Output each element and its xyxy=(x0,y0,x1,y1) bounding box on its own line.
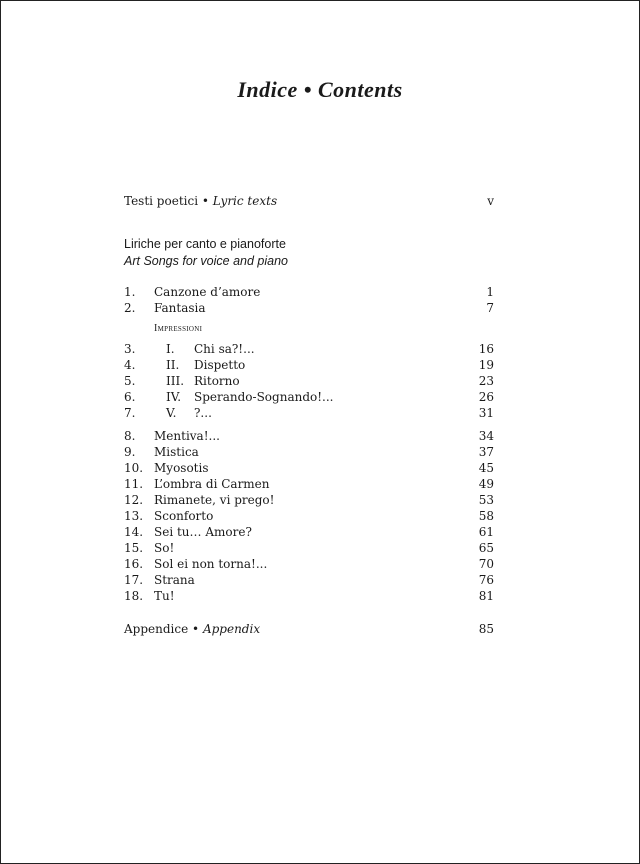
entry-number: 4. xyxy=(124,358,136,372)
page-number: 61 xyxy=(478,525,494,539)
page-number: 70 xyxy=(478,557,494,571)
page-number: 58 xyxy=(478,509,494,523)
entry-roman-numeral: III. xyxy=(166,374,185,388)
page-number: 1 xyxy=(486,285,494,299)
lyric-texts-label-en: Lyric texts xyxy=(212,194,278,208)
entry-number: 12. xyxy=(124,493,144,507)
entry-title: Fantasia xyxy=(154,301,206,315)
entry-title: Chi sa?!... xyxy=(194,342,255,356)
toc-entry[interactable] xyxy=(124,540,494,556)
page-number: 45 xyxy=(478,461,494,475)
page-number: 81 xyxy=(478,589,494,603)
entry-number: 18. xyxy=(124,589,144,603)
entry-number: 14. xyxy=(124,525,144,539)
entry-title: So! xyxy=(154,541,175,555)
entry-title: Sperando-Sognando!... xyxy=(194,390,334,404)
toc-entry[interactable] xyxy=(124,524,494,540)
entry-title: Ritorno xyxy=(194,374,240,388)
entry-number: 15. xyxy=(124,541,144,555)
page-number: 34 xyxy=(478,429,494,443)
lyric-texts-label-it: Testi poetici xyxy=(124,194,199,208)
toc-entry[interactable] xyxy=(124,492,494,508)
page-number: 85 xyxy=(478,622,494,636)
entry-title: Sconforto xyxy=(154,509,214,523)
entry-number: 7. xyxy=(124,406,136,420)
page-number: 16 xyxy=(478,342,494,356)
section-heading-en: Art Songs for voice and piano xyxy=(124,254,288,268)
toc-entry-lyric-texts[interactable] xyxy=(124,193,494,209)
entry-number: 16. xyxy=(124,557,144,571)
toc-entry-appendix[interactable] xyxy=(124,621,494,637)
page-number: 65 xyxy=(478,541,494,555)
toc-entry[interactable] xyxy=(124,572,494,588)
entry-number: 2. xyxy=(124,301,136,315)
entry-title: Myosotis xyxy=(154,461,209,475)
entry-title: ?... xyxy=(194,406,212,420)
page-number: v xyxy=(487,194,494,208)
toc-entry[interactable] xyxy=(124,357,494,373)
appendix-label-en: Appendix xyxy=(202,622,261,636)
entry-roman-numeral: V. xyxy=(166,406,177,420)
page-number: 37 xyxy=(478,445,494,459)
entry-number: 13. xyxy=(124,509,144,523)
bullet-separator: • xyxy=(201,194,209,208)
entry-number: 17. xyxy=(124,573,144,587)
toc-entry[interactable] xyxy=(124,373,494,389)
page-number: 26 xyxy=(478,390,494,404)
entry-title: Tu! xyxy=(154,589,175,603)
toc-entry[interactable] xyxy=(124,300,494,316)
entry-title: Sol ei non torna!... xyxy=(154,557,268,571)
entry-roman-numeral: I. xyxy=(166,342,175,356)
bullet-separator: • xyxy=(192,622,200,636)
entry-roman-numeral: II. xyxy=(166,358,180,372)
toc-entry[interactable] xyxy=(124,428,494,444)
impressioni-group-label: Impressioni xyxy=(154,323,203,334)
entry-title: Mistica xyxy=(154,445,199,459)
entry-number: 3. xyxy=(124,342,136,356)
page-number: 49 xyxy=(478,477,494,491)
entry-number: 1. xyxy=(124,285,136,299)
page-number: 53 xyxy=(478,493,494,507)
entry-title: Rimanete, vi prego! xyxy=(154,493,275,507)
page-number: 76 xyxy=(478,573,494,587)
page-number: 31 xyxy=(478,406,494,420)
appendix-label-it: Appendice xyxy=(124,622,189,636)
toc-entry[interactable] xyxy=(124,389,494,405)
section-heading-it: Liriche per canto e pianoforte xyxy=(124,237,286,251)
toc-entry[interactable] xyxy=(124,405,494,421)
toc-entry[interactable] xyxy=(124,284,494,300)
toc-entry[interactable] xyxy=(124,588,494,604)
toc-entry[interactable] xyxy=(124,444,494,460)
page-number: 7 xyxy=(486,301,494,315)
page-title: Indice • Contents xyxy=(237,77,403,102)
toc-entry[interactable] xyxy=(124,341,494,357)
entry-roman-numeral: IV. xyxy=(166,390,182,404)
toc-entry[interactable] xyxy=(124,476,494,492)
page-number: 23 xyxy=(478,374,494,388)
entry-number: 10. xyxy=(124,461,144,475)
page-number: 19 xyxy=(478,358,494,372)
toc-entry[interactable] xyxy=(124,460,494,476)
entry-title: Mentiva!... xyxy=(154,429,220,443)
entry-title: Sei tu… Amore? xyxy=(154,525,252,539)
toc-entry[interactable] xyxy=(124,508,494,524)
entry-number: 5. xyxy=(124,374,136,388)
toc-entry[interactable] xyxy=(124,556,494,572)
entry-title: Dispetto xyxy=(194,358,246,372)
entry-number: 11. xyxy=(124,477,144,491)
entry-title: Canzone d’amore xyxy=(154,285,261,299)
entry-number: 8. xyxy=(124,429,136,443)
entry-number: 6. xyxy=(124,390,136,404)
entry-title: Strana xyxy=(154,573,195,587)
entry-number: 9. xyxy=(124,445,136,459)
entry-title: L’ombra di Carmen xyxy=(154,477,270,491)
